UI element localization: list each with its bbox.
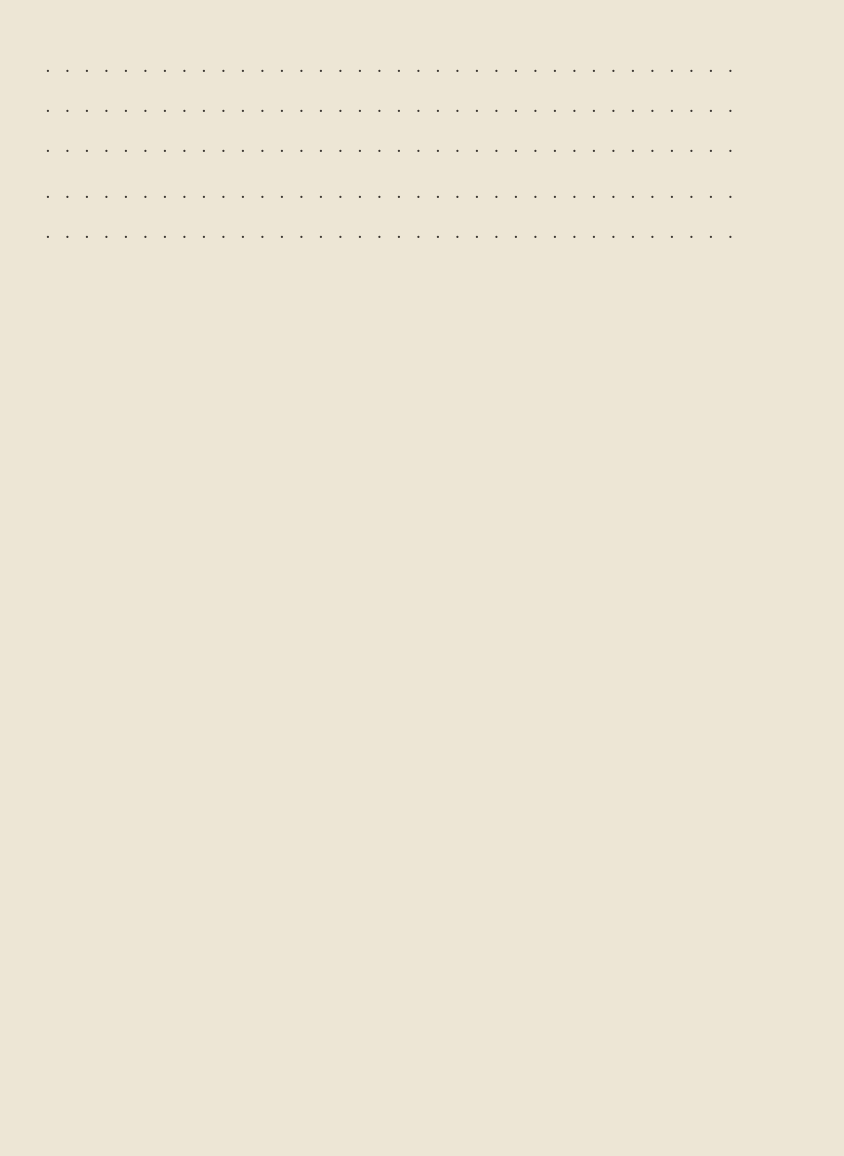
toc-leader-dots [46,180,732,206]
handwritten-line [40,662,740,674]
handwritten-line [40,662,740,674]
toc-leader-dots [46,134,732,160]
table-of-contents [40,40,774,246]
toc-entry-abbreviations [40,220,774,246]
toc-leader-dots [46,220,732,246]
toc-entry-appendices [40,134,774,160]
toc-entry-summary [40,94,774,120]
toc-entry-tables [40,180,774,206]
handwritten-line [40,662,740,674]
toc-leader-dots [46,54,732,80]
handwritten-note [40,662,740,674]
toc-entry-resume [40,54,774,80]
toc-leader-dots [46,94,732,120]
